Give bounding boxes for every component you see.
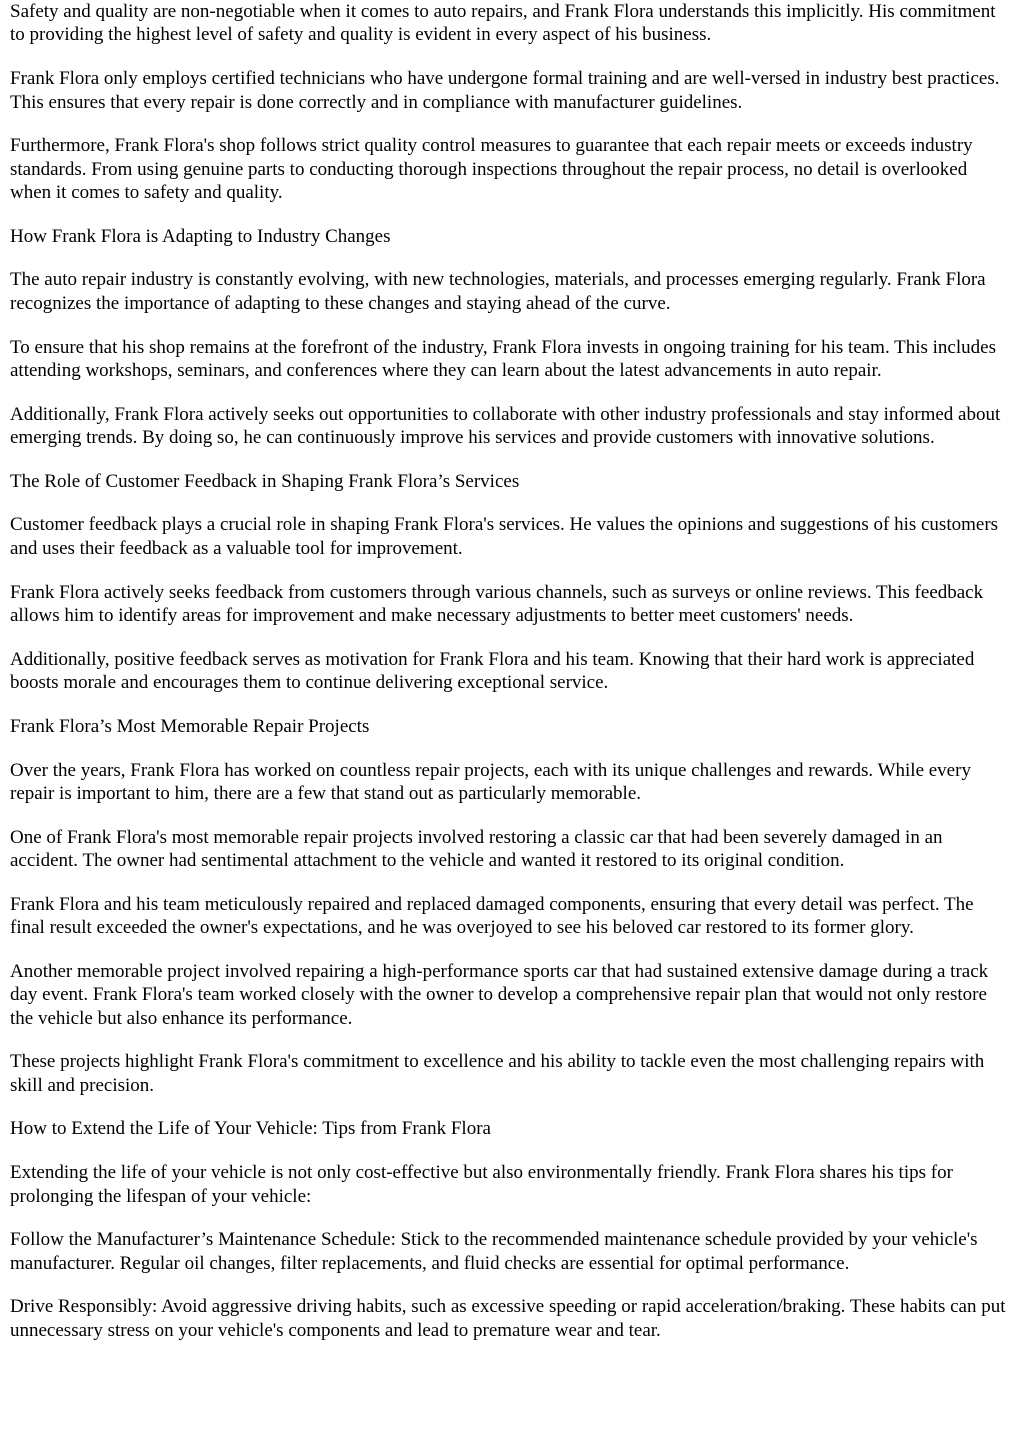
body-paragraph: Frank Flora only employs certified technicians who have undergone formal training and are well-versed in industry best practices. This ensures that every repair is done correctly and in compliance with manufacturer guidelines. — [10, 68, 1000, 113]
body-paragraph: Over the years, Frank Flora has worked on countless repair projects, each with its unique challenges and rewards. While every repair is important to him, there are a few that stand out as particularly memorable. — [10, 759, 971, 804]
body-paragraph: Furthermore, Frank Flora's shop follows strict quality control measures to guarantee that each repair meets or exceeds industry standards. From using genuine parts to conducting thorough inspections throughout the repair process, no detail is overlooked when it comes to safety and quality. — [10, 135, 973, 204]
body-paragraph: Additionally, Frank Flora actively seeks out opportunities to collaborate with other industry professionals and stay informed about emerging trends. By doing so, he can continuously improve his services and provide customers with innovative solutions. — [10, 403, 1001, 449]
body-paragraph: Another memorable project involved repairing a high-performance sports car that had sustained extensive damage during a track day event. Frank Flora's team worked closely with the owner to develop a comprehensive repair plan that would not only restore the vehicle but also enhance its performance. — [10, 960, 989, 1029]
body-paragraph: Follow the Manufacturer’s Maintenance Schedule: Stick to the recommended maintenance schedule provided by your vehicle's manufacturer. Regular oil changes, filter replacements, and fluid checks are essential for optimal performance. — [10, 1229, 978, 1274]
body-paragraph: Frank Flora actively seeks feedback from customers through various channels, such as surveys or online reviews. This feedback allows him to identify areas for improvement and make necessary adjustments to better meet customers' needs. — [10, 581, 984, 626]
body-paragraph: Safety and quality are non-negotiable when it comes to auto repairs, and Frank Flora understands this implicitly. His commitment to providing the highest level of safety and quality is evident in every aspect of his business. — [10, 1, 996, 46]
section-heading: The Role of Customer Feedback in Shaping Frank Flora’s Services — [10, 470, 520, 492]
body-paragraph: The auto repair industry is constantly evolving, with new technologies, materials, and processes emerging regularly. Frank Flora recognizes the importance of adapting to these changes and staying ahead of the curve. — [10, 269, 986, 314]
section-heading: How Frank Flora is Adapting to Industry Changes — [10, 225, 391, 247]
body-paragraph: To ensure that his shop remains at the forefront of the industry, Frank Flora invests in ongoing training for his team. This includes attending workshops, seminars, and conferences where they can learn about the latest advancements in auto repair. — [10, 336, 996, 381]
section-heading: Frank Flora’s Most Memorable Repair Projects — [10, 715, 370, 737]
document-page — [10, 0, 1012, 1342]
body-paragraph: Extending the life of your vehicle is not only cost-effective but also environmentally friendly. Frank Flora shares his tips for prolonging the lifespan of your vehicle: — [10, 1162, 953, 1207]
body-paragraph: Drive Responsibly: Avoid aggressive driving habits, such as excessive speeding or rapid acceleration/braking. These habits can put unnecessary stress on your vehicle's components and lead to premature wear and tear. — [10, 1296, 1006, 1341]
body-paragraph: Frank Flora and his team meticulously repaired and replaced damaged components, ensuring that every detail was perfect. The final result exceeded the owner's expectations, and he was overjoyed to see his beloved car restored to its former glory. — [10, 893, 974, 939]
section-heading: How to Extend the Life of Your Vehicle: Tips from Frank Flora — [10, 1118, 491, 1140]
body-paragraph: One of Frank Flora's most memorable repair projects involved restoring a classic car that had been severely damaged in an accident. The owner had sentimental attachment to the vehicle and wanted it restored to its original condition. — [10, 826, 943, 872]
body-paragraph: Customer feedback plays a crucial role in shaping Frank Flora's services. He values the opinions and suggestions of his customers and uses their feedback as a valuable tool for improvement. — [10, 514, 999, 559]
body-paragraph: These projects highlight Frank Flora's commitment to excellence and his ability to tackle even the most challenging repairs with skill and precision. — [10, 1051, 985, 1096]
body-paragraph: Additionally, positive feedback serves as motivation for Frank Flora and his team. Knowing that their hard work is appreciated boosts morale and encourages them to continue delivering exceptional service. — [10, 648, 975, 694]
